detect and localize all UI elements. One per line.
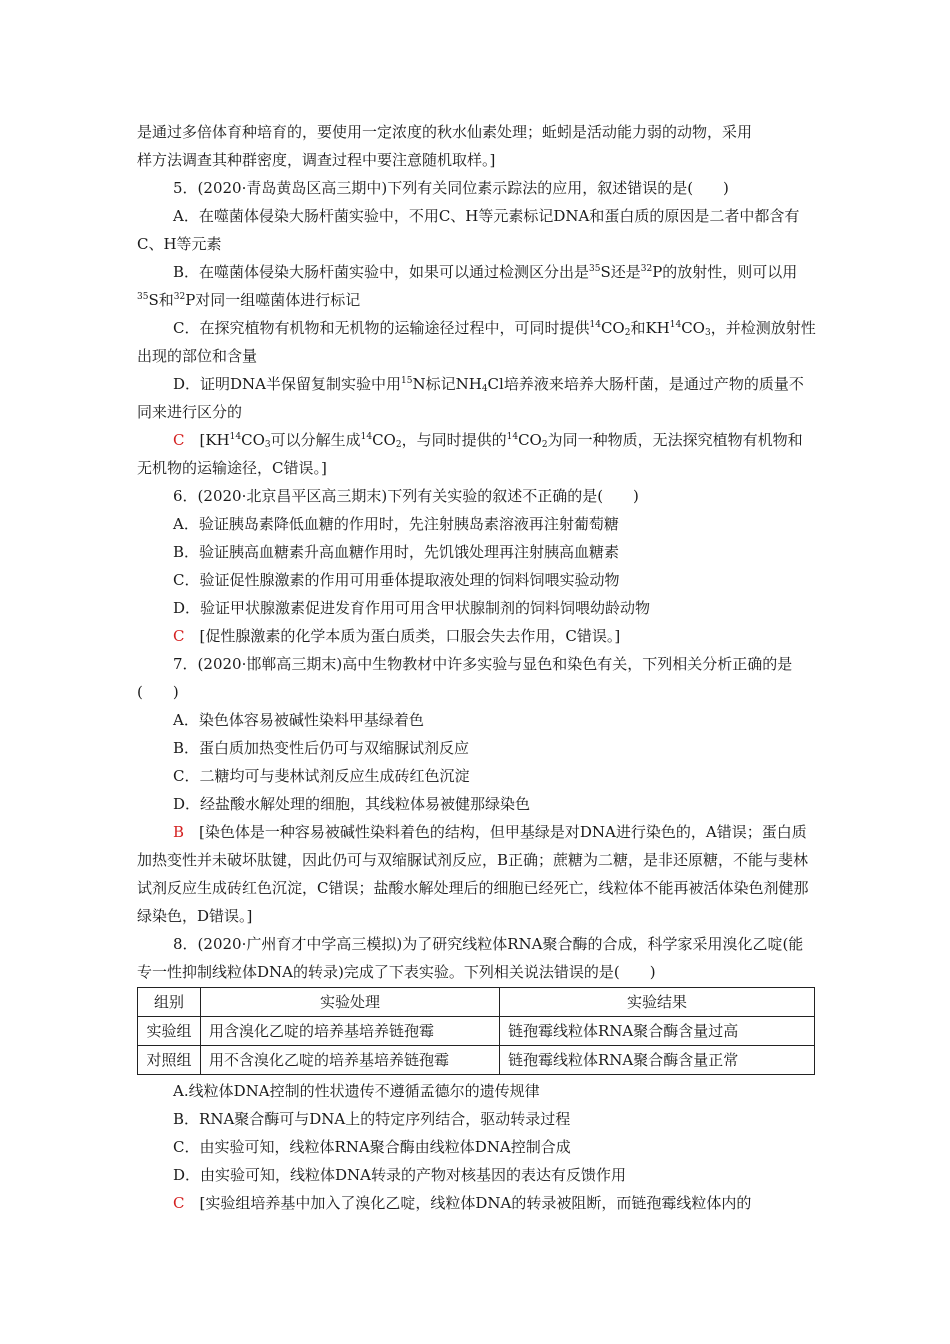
- q6-option-a: A．验证胰岛素降低血糖的作用时，先注射胰岛素溶液再注射葡萄糖: [173, 515, 619, 533]
- q6-option-c: C．验证促性腺激素的作用可用垂体提取液处理的饲料饲喂实验动物: [173, 571, 620, 589]
- q7-option-d: D．经盐酸水解处理的细胞，其线粒体易被健那绿染色: [173, 795, 531, 813]
- q6-option-b: B．验证胰高血糖素升高血糖作用时，先饥饿处理再注射胰高血糖素: [173, 543, 620, 561]
- q8-option-c: C．由实验可知，线粒体RNA聚合酶由线粒体DNA控制合成: [173, 1138, 571, 1156]
- q7-option-a: A．染色体容易被碱性染料甲基绿着色: [173, 711, 424, 729]
- q8-option-b: B．RNA聚合酶可与DNA上的特定序列结合，驱动转录过程: [173, 1110, 571, 1128]
- q7-option-b: B．蛋白质加热变性后仍可与双缩脲试剂反应: [173, 739, 470, 757]
- q8-answer-letter: C: [173, 1194, 185, 1212]
- q8-stem: 8．(2020·广州育才中学高三模拟)为了研究线粒体RNA聚合酶的合成，科学家采用溴化乙啶(能专一性抑制线粒体DNA的转录)完成了下表实验。下列相关说法错误的是( ): [137, 935, 804, 981]
- intro-line-2: 样方法调查其种群密度，调查过程中要注意随机取样。]: [137, 151, 496, 169]
- table-header-row: [138, 988, 815, 1017]
- table-row: [138, 1046, 815, 1075]
- table-cell: 实验组: [138, 1017, 201, 1046]
- table-cell: 对照组: [138, 1046, 201, 1075]
- q5-option-a: A．在噬菌体侵染大肠杆菌实验中，不用C、H等元素标记DNA和蛋白质的原因是二者中都含有C、H等元素: [137, 207, 800, 253]
- q5-option-d: D．证明DNA半保留复制实验中用$^{15}$N标记$NH_4Cl$培养液来培养大肠杆菌，是通过产物的质量不同来进行区分的: [137, 375, 804, 421]
- q7-stem: 7．(2020·邯郸高三期末)高中生物教材中许多实验与显色和染色有关，下列相关分析正确的是( ): [137, 655, 793, 701]
- q8-option-d: D．由实验可知，线粒体DNA转录的产物对核基因的表达有反馈作用: [173, 1166, 627, 1184]
- q7-answer: B [染色体是一种容易被碱性染料着色的结构，但甲基绿是对DNA进行染色的，A错误；蛋白质加热变性并未破坏肽键，因此仍可与双缩脲试剂反应，B正确；蔗糖为二糖，是非还原糖，不能与斐林试剂反应生成砖红色沉淀，C错误；盐酸水解处理后的细胞已经死亡，线粒体不能再被活体染色剂健那绿染色，D错误。]: [137, 823, 809, 925]
- table-header: 组别: [138, 988, 201, 1017]
- q6-answer: C [促性腺激素的化学本质为蛋白质类，口服会失去作用，C错误。]: [173, 627, 621, 645]
- document-page: [137, 118, 817, 1217]
- q8-answer: C [实验组培养基中加入了溴化乙啶，线粒体DNA的转录被阻断，而链孢霉线粒体内的: [173, 1194, 752, 1212]
- q5-option-b: B．在噬菌体侵染大肠杆菌实验中，如果可以通过检测区分出是$^{35}$S还是$^{32}$P的放射性，则可以用$^{35}$S和$^{32}$P对同一组噬菌体进行标记: [137, 263, 798, 309]
- table-header: 实验处理: [201, 988, 500, 1017]
- q6-option-d: D．验证甲状腺激素促进发育作用可用含甲状腺制剂的饲料饲喂幼龄动物: [173, 599, 651, 617]
- table-header: 实验结果: [500, 988, 815, 1017]
- q7-option-c: C．二糖均可与斐林试剂反应生成砖红色沉淀: [173, 767, 470, 785]
- table-cell: 链孢霉线粒体RNA聚合酶含量过高: [500, 1017, 815, 1046]
- q8-option-a: A.线粒体DNA控制的性状遗传不遵循孟德尔的遗传规律: [173, 1082, 540, 1100]
- q5-answer-letter: C: [173, 431, 185, 449]
- q5-stem: 5．(2020·青岛黄岛区高三期中)下列有关同位素示踪法的应用，叙述错误的是( ): [173, 179, 729, 197]
- table-row: [138, 1017, 815, 1046]
- table-cell: 链孢霉线粒体RNA聚合酶含量正常: [500, 1046, 815, 1075]
- q7-answer-letter: B: [173, 823, 185, 841]
- table-cell: 用不含溴化乙啶的培养基培养链孢霉: [201, 1046, 500, 1075]
- q6-stem: 6．(2020·北京昌平区高三期末)下列有关实验的叙述不正确的是( ): [173, 487, 639, 505]
- q6-answer-letter: C: [173, 627, 185, 645]
- q5-answer: C [$KH^{14}CO_3$可以分解生成$^{14}CO_2$，与同时提供的$^{14}CO_2$为同一种物质，无法探究植物有机物和无机物的运输途径，C错误。]: [137, 431, 803, 477]
- q5-option-c: C．在探究植物有机物和无机物的运输途径过程中，可同时提供$^{14}CO_2$和$KH^{14}CO_3$，并检测放射性出现的部位和含量: [137, 319, 816, 365]
- experiment-table: [137, 987, 815, 1075]
- table-cell: 用含溴化乙啶的培养基培养链孢霉: [201, 1017, 500, 1046]
- intro-line-1: 是通过多倍体育种培育的，要使用一定浓度的秋水仙素处理；蚯蚓是活动能力弱的动物，采用: [137, 123, 753, 141]
